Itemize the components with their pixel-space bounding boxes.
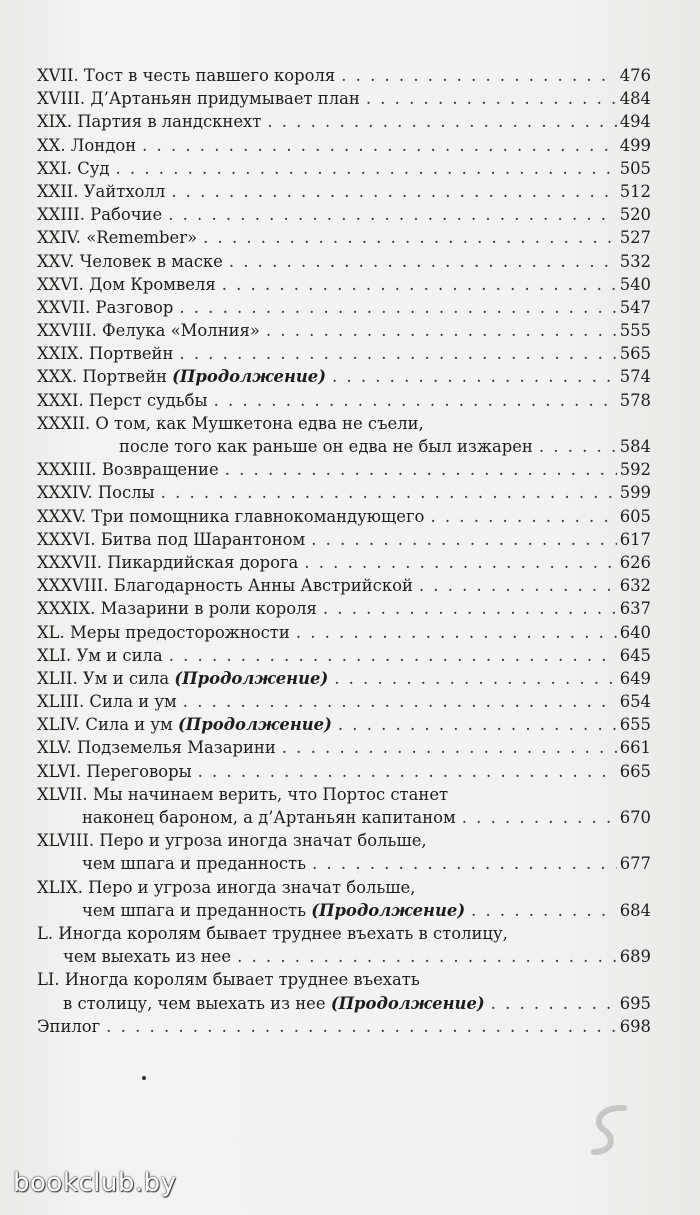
page-number: 540 — [619, 274, 651, 294]
leader-dots — [539, 435, 617, 458]
leader-dots — [237, 945, 617, 968]
toc-line — [37, 783, 651, 806]
leader-dots — [282, 736, 617, 759]
toc-entry — [37, 1015, 651, 1038]
chapter-title — [37, 551, 298, 574]
toc-line — [37, 574, 651, 597]
leader-dots — [225, 458, 617, 481]
chapter-title-text: XLIV. Сила и ум — [37, 715, 173, 735]
chapter-title — [37, 644, 163, 667]
toc-line — [37, 435, 651, 458]
toc-line — [37, 226, 651, 249]
page-number: 512 — [619, 181, 651, 201]
chapter-title — [37, 458, 219, 481]
chapter-title-text: XLVII. Мы начинаем верить, что Портос станет — [37, 784, 449, 804]
toc-line — [37, 250, 651, 273]
toc-line — [37, 180, 651, 203]
chapter-title — [37, 876, 415, 899]
chapter-title-text: XXVIII. Фелука «Молния» — [37, 321, 260, 341]
page-number: 584 — [619, 437, 651, 456]
toc-entry — [37, 412, 651, 458]
chapter-title — [37, 389, 208, 412]
chapter-title-text: XLIII. Сила и ум — [37, 692, 177, 712]
page-number: 689 — [619, 947, 651, 967]
leader-dots — [334, 667, 616, 690]
chapter-title — [37, 574, 413, 597]
toc-entry — [37, 505, 651, 528]
toc-entry — [37, 574, 651, 597]
chapter-title — [37, 64, 335, 87]
toc-line — [37, 736, 651, 759]
page-number: 698 — [619, 1016, 651, 1036]
chapter-title-text: XXXVII. Пикардийская дорога — [37, 552, 299, 572]
chapter-title-text: чем выехать из нее — [63, 947, 232, 967]
toc-line — [37, 389, 651, 412]
toc-line — [37, 134, 651, 157]
toc-entry — [37, 481, 651, 504]
leader-dots — [179, 342, 616, 365]
continuation-note: (Продолжение) — [172, 367, 326, 387]
chapter-title — [37, 134, 136, 157]
toc-line — [37, 551, 651, 574]
continuation-note: (Продолжение) — [174, 668, 329, 688]
toc-entry — [37, 644, 651, 667]
chapter-title-text: XLVI. Переговоры — [37, 761, 192, 781]
chapter-title-text: наконец бароном, а д’Артаньян капитаном — [82, 808, 456, 827]
leader-dots — [222, 273, 617, 296]
chapter-title-text: XLVIII. Перо и угроза иногда значат больше, — [37, 831, 427, 851]
chapter-title — [37, 713, 332, 736]
toc-entry — [37, 296, 651, 319]
page-number: 532 — [619, 251, 651, 271]
continuation-note: (Продолжение) — [178, 715, 332, 735]
chapter-title-text: чем шпага и преданность — [82, 854, 307, 874]
toc-entry — [37, 250, 651, 273]
leader-dots — [161, 481, 617, 504]
toc-entry — [37, 528, 651, 551]
page-number: 632 — [619, 576, 651, 596]
chapter-title-text: XLIX. Перо и угроза иногда значат больше, — [37, 877, 416, 897]
leader-dots — [214, 389, 617, 412]
page-number: 555 — [619, 321, 651, 341]
toc-entry — [37, 87, 651, 110]
leader-dots — [366, 87, 617, 110]
leader-dots — [311, 528, 616, 551]
continuation-note: (Продолжение) — [330, 993, 485, 1013]
toc-line — [37, 852, 651, 875]
toc-line — [37, 992, 651, 1015]
toc-line — [37, 621, 651, 644]
chapter-title — [37, 829, 427, 852]
page-number: 578 — [619, 390, 651, 410]
leader-dots — [338, 713, 617, 736]
chapter-title-text: Эпилог — [37, 1016, 101, 1036]
toc-line — [37, 1015, 651, 1038]
toc-line — [37, 505, 651, 528]
toc-line — [37, 412, 651, 435]
toc-entry — [37, 922, 651, 968]
toc-entry — [37, 876, 651, 922]
toc-entry — [37, 273, 651, 296]
leader-dots — [169, 644, 617, 667]
leader-dots — [179, 296, 616, 319]
chapter-title — [37, 319, 260, 342]
watermark-text: bookclub.by — [13, 1168, 177, 1198]
chapter-title-text: после того как раньше он едва не был изжарен — [119, 437, 533, 456]
toc-entry — [37, 389, 651, 412]
chapter-title — [37, 597, 317, 620]
toc-line — [37, 713, 651, 736]
page-number: 505 — [619, 158, 651, 178]
toc-entry — [37, 736, 651, 759]
chapter-title-text: XVII. Тост в честь павшего короля — [37, 66, 336, 85]
chapter-title — [37, 481, 155, 504]
chapter-title-text: XXXVIII. Благодарность Анны Австрийской — [37, 576, 413, 596]
toc-line — [37, 157, 651, 180]
page-number: 640 — [619, 622, 651, 642]
toc-line — [37, 319, 651, 342]
leader-dots — [171, 180, 616, 203]
page-number: 547 — [619, 297, 651, 317]
chapter-title — [37, 203, 162, 226]
chapter-title — [63, 945, 231, 968]
chapter-title — [37, 783, 448, 806]
leader-dots — [419, 574, 617, 597]
chapter-title — [37, 621, 290, 644]
chapter-title — [37, 342, 173, 365]
page-number: 617 — [619, 529, 651, 549]
toc-entry — [37, 597, 651, 620]
chapter-title-text: XXXV. Три помощника главнокомандующего — [37, 506, 425, 526]
toc-line — [37, 922, 651, 945]
page-number: 670 — [619, 808, 651, 827]
leader-dots — [341, 64, 616, 87]
chapter-title — [82, 899, 465, 922]
chapter-title-text: XLI. Ум и сила — [37, 645, 163, 665]
toc-line — [37, 481, 651, 504]
chapter-title-text: XXIII. Рабочие — [37, 205, 163, 225]
leader-dots — [183, 690, 617, 713]
toc-entry — [37, 458, 651, 481]
chapter-title — [37, 505, 424, 528]
leader-dots — [168, 203, 617, 226]
chapter-title-text: XXVII. Разговор — [37, 297, 174, 317]
toc-entry — [37, 180, 651, 203]
page-number: 484 — [619, 89, 651, 109]
toc-entry — [37, 365, 651, 388]
leader-dots — [462, 806, 617, 829]
chapter-title-text: L. Иногда королям бывает труднее въехать в столицу, — [37, 923, 508, 943]
toc-entry — [37, 342, 651, 365]
chapter-title — [63, 992, 485, 1015]
chapter-title — [119, 435, 533, 458]
bleed-through-logo-icon — [582, 1100, 642, 1160]
chapter-title-text: XXXVI. Битва под Шарантоном — [37, 529, 306, 549]
chapter-title-text: XXXI. Перст судьбы — [37, 390, 208, 410]
leader-dots — [304, 551, 616, 574]
chapter-title-text: XXI. Суд — [37, 158, 110, 178]
chapter-title-text: XXIX. Портвейн — [37, 344, 174, 364]
chapter-title — [37, 180, 165, 203]
toc-entry — [37, 621, 651, 644]
toc-line — [37, 528, 651, 551]
chapter-title — [37, 528, 305, 551]
toc-line — [37, 760, 651, 783]
toc-entry — [37, 551, 651, 574]
toc-entry — [37, 690, 651, 713]
chapter-title-text: LI. Иногда королям бывает труднее въехать — [37, 970, 420, 990]
chapter-title-text: XL. Меры предосторожности — [37, 622, 290, 642]
toc-entry — [37, 968, 651, 1014]
page-number: 677 — [619, 854, 651, 874]
leader-dots — [491, 992, 617, 1015]
leader-dots — [198, 760, 617, 783]
chapter-title — [37, 736, 276, 759]
ink-dot — [142, 1076, 146, 1080]
toc-entry — [37, 203, 651, 226]
toc-line — [37, 87, 651, 110]
chapter-title-text: XXX. Портвейн — [37, 367, 167, 387]
toc-entry — [37, 783, 651, 829]
page-number: 684 — [619, 900, 651, 920]
chapter-title — [37, 226, 197, 249]
page-number: 654 — [619, 692, 651, 712]
leader-dots — [267, 110, 616, 133]
leader-dots — [312, 852, 617, 875]
chapter-title-text: XIX. Партия в ландскнехт — [37, 112, 262, 132]
page-number: 637 — [619, 599, 651, 619]
chapter-title — [37, 690, 177, 713]
chapter-title-text: XXXIV. Послы — [37, 483, 155, 503]
leader-dots — [266, 319, 617, 342]
chapter-title — [37, 412, 424, 435]
toc-line — [37, 690, 651, 713]
chapter-title — [37, 157, 110, 180]
chapter-title-text: чем шпага и преданность — [82, 900, 307, 920]
chapter-title-text: XXXII. О том, как Мушкетона едва не съели, — [37, 413, 424, 433]
chapter-title — [37, 922, 508, 945]
page-number: 592 — [619, 460, 651, 480]
chapter-title — [37, 1015, 100, 1038]
chapter-title — [37, 273, 216, 296]
leader-dots — [229, 250, 617, 273]
chapter-title — [82, 806, 456, 829]
toc-line — [37, 273, 651, 296]
leader-dots — [430, 505, 616, 528]
chapter-title-text: XXII. Уайтхолл — [37, 181, 166, 201]
chapter-title — [37, 87, 360, 110]
chapter-title-text: XXIV. «Remember» — [37, 228, 198, 248]
chapter-title-text: XXV. Человек в маске — [37, 251, 223, 271]
continuation-note: (Продолжение) — [311, 900, 466, 920]
page-number: 649 — [619, 668, 651, 688]
leader-dots — [142, 134, 617, 157]
page-number: 661 — [619, 738, 651, 758]
leader-dots — [203, 226, 617, 249]
toc-line — [37, 667, 651, 690]
chapter-title-text: XXXIX. Мазарини в роли короля — [37, 599, 317, 619]
chapter-title-text: XX. Лондон — [37, 135, 137, 155]
toc-line — [37, 203, 651, 226]
toc-line — [37, 64, 651, 87]
page-number: 665 — [619, 761, 651, 781]
chapter-title-text: XXXIII. Возвращение — [37, 460, 219, 480]
toc-line — [37, 876, 651, 899]
toc-line — [37, 829, 651, 852]
table-of-contents — [37, 64, 651, 1038]
chapter-title — [82, 852, 306, 875]
page-number: 695 — [619, 993, 651, 1013]
chapter-title — [37, 110, 261, 133]
toc-entry — [37, 667, 651, 690]
toc-entry — [37, 829, 651, 875]
chapter-title — [37, 296, 173, 319]
page-number: 527 — [619, 228, 651, 248]
toc-line — [37, 296, 651, 319]
page-number: 520 — [619, 205, 651, 225]
leader-dots — [106, 1015, 616, 1038]
toc-line — [37, 899, 651, 922]
chapter-title — [37, 365, 326, 388]
page-number: 655 — [619, 715, 651, 735]
chapter-title — [37, 968, 420, 991]
leader-dots — [296, 621, 617, 644]
page-number: 565 — [619, 344, 651, 364]
leader-dots — [323, 597, 617, 620]
toc-entry — [37, 64, 651, 87]
page-number: 605 — [619, 506, 651, 526]
page-number: 494 — [619, 112, 651, 132]
toc-line — [37, 945, 651, 968]
leader-dots — [471, 899, 617, 922]
page-number: 574 — [619, 367, 651, 387]
toc-line — [37, 644, 651, 667]
toc-entry — [37, 157, 651, 180]
toc-line — [37, 342, 651, 365]
leader-dots — [332, 365, 617, 388]
toc-line — [37, 458, 651, 481]
toc-line — [37, 806, 651, 829]
page-number: 499 — [619, 135, 651, 155]
toc-line — [37, 968, 651, 991]
chapter-title-text: XVIII. Д’Артаньян придумывает план — [37, 89, 360, 109]
toc-entry — [37, 319, 651, 342]
chapter-title — [37, 250, 223, 273]
toc-line — [37, 597, 651, 620]
chapter-title-text: XLV. Подземелья Мазарини — [37, 738, 276, 758]
toc-entry — [37, 226, 651, 249]
page-number: 645 — [619, 645, 651, 665]
chapter-title-text: XLII. Ум и сила — [37, 668, 170, 688]
chapter-title — [37, 667, 328, 690]
toc-entry — [37, 713, 651, 736]
chapter-title — [37, 760, 192, 783]
chapter-title-text: в столицу, чем выехать из нее — [63, 993, 326, 1013]
page-number: 476 — [619, 66, 651, 85]
toc-entry — [37, 134, 651, 157]
chapter-title-text: XXVI. Дом Кромвеля — [37, 274, 216, 294]
page-number: 599 — [619, 483, 651, 503]
toc-line — [37, 365, 651, 388]
page-number: 626 — [619, 552, 651, 572]
toc-line — [37, 110, 651, 133]
leader-dots — [116, 157, 617, 180]
toc-entry — [37, 760, 651, 783]
toc-entry — [37, 110, 651, 133]
